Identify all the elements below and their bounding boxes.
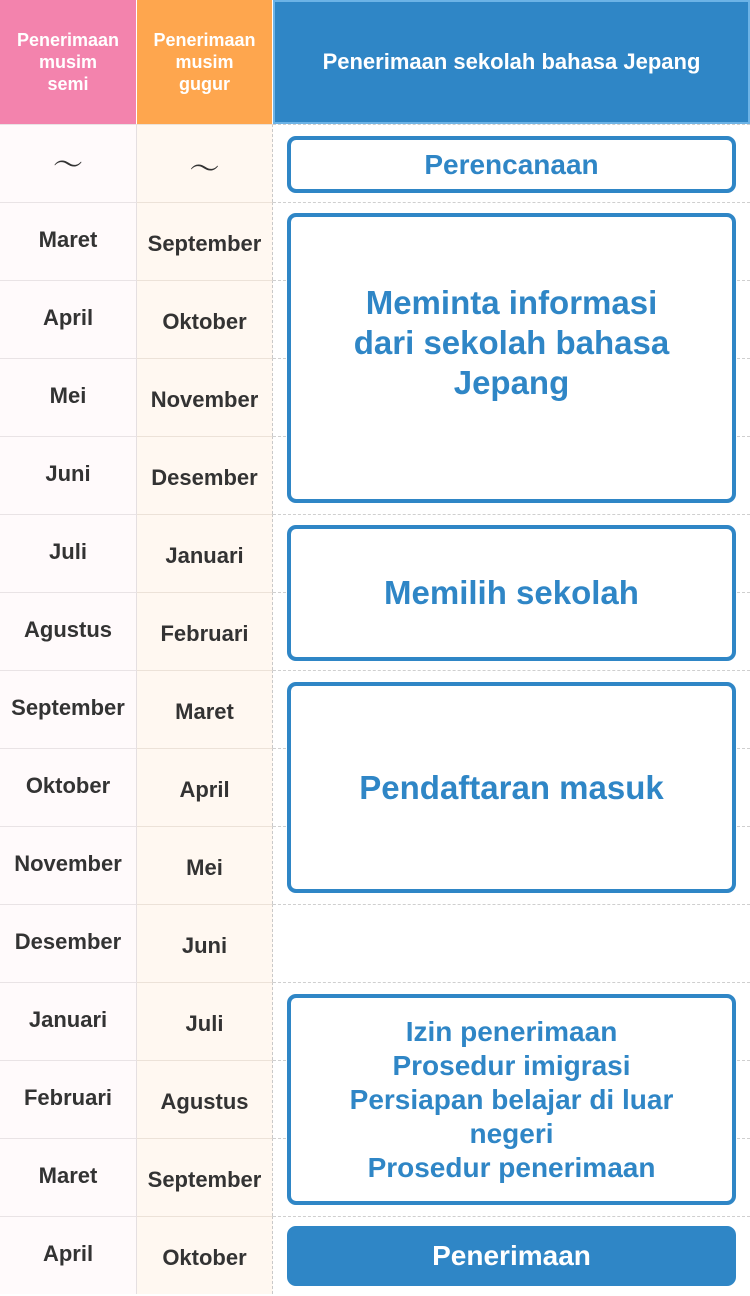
autumn-month-cell: September — [137, 1138, 273, 1216]
step-planning — [287, 136, 736, 193]
step-admission-item: Izin penerimaan — [405, 1015, 618, 1047]
spring-month-cell: Agustus — [0, 592, 137, 670]
autumn-month-cell: Juni — [137, 904, 273, 982]
spring-month-cell: Juni — [0, 436, 137, 514]
step-admission — [287, 994, 736, 1205]
step-request-info-line: Meminta informasi — [365, 284, 658, 321]
autumn-month-cell: Januari — [137, 514, 273, 592]
spring-month-cell: Maret — [0, 1138, 137, 1216]
spring-month-cell: April — [0, 1216, 137, 1294]
spring-month-cell: Juli — [0, 514, 137, 592]
spring-month-cell: Februari — [0, 1060, 137, 1138]
autumn-month-cell: September — [137, 202, 273, 280]
spring-month-cell: September — [0, 670, 137, 748]
autumn-month-cell: Oktober — [137, 1216, 273, 1294]
step-request-info — [287, 213, 736, 503]
spring-month-cell: Oktober — [0, 748, 137, 826]
step-application — [287, 682, 736, 893]
spring-intake-header — [0, 0, 137, 124]
spring-month-cell: April — [0, 280, 137, 358]
spring-month-cell: Januari — [0, 982, 137, 1060]
step-enrollment — [287, 1226, 736, 1286]
step-planning-label: Perencanaan — [424, 148, 599, 180]
autumn-month-cell: Februari — [137, 592, 273, 670]
table-row — [0, 904, 750, 982]
step-cell — [273, 904, 750, 982]
spring-month-cell: Mei — [0, 358, 137, 436]
school-intake-header — [273, 0, 750, 124]
step-request-info-line: Jepang — [453, 364, 570, 401]
step-application-label: Pendaftaran masuk — [359, 768, 664, 806]
autumn-month-cell: Mei — [137, 826, 273, 904]
step-enrollment-label: Penerimaan — [432, 1240, 591, 1271]
autumn-month-cell: November — [137, 358, 273, 436]
spring-month-cell: Maret — [0, 202, 137, 280]
spring-intake-header-label: Penerimaan musim semi — [16, 30, 120, 94]
autumn-month-cell: Desember — [137, 436, 273, 514]
autumn-intake-header — [137, 0, 273, 124]
step-admission-item: Persiapan belajar di luar — [349, 1083, 674, 1115]
autumn-month-cell: Maret — [137, 670, 273, 748]
step-admission-item: Prosedur imigrasi — [392, 1049, 631, 1081]
step-request-info-line: dari sekolah bahasa — [353, 324, 670, 361]
autumn-month-cell: April — [137, 748, 273, 826]
step-admission-item: Prosedur penerimaan — [367, 1151, 656, 1183]
spring-month-cell: 〜 — [0, 124, 137, 202]
autumn-month-cell: Juli — [137, 982, 273, 1060]
step-admission-item: negeri — [469, 1117, 554, 1149]
step-choose-school-label: Memilih sekolah — [384, 574, 639, 611]
autumn-month-cell: Agustus — [137, 1060, 273, 1138]
step-choose-school — [287, 525, 736, 661]
spring-month-cell: Desember — [0, 904, 137, 982]
autumn-month-cell: Oktober — [137, 280, 273, 358]
autumn-intake-header-label: Penerimaan musim gugur — [153, 30, 256, 94]
spring-month-cell: November — [0, 826, 137, 904]
autumn-month-cell: 〜 — [137, 124, 273, 202]
school-intake-header-label: Penerimaan sekolah bahasa Jepang — [322, 49, 701, 74]
